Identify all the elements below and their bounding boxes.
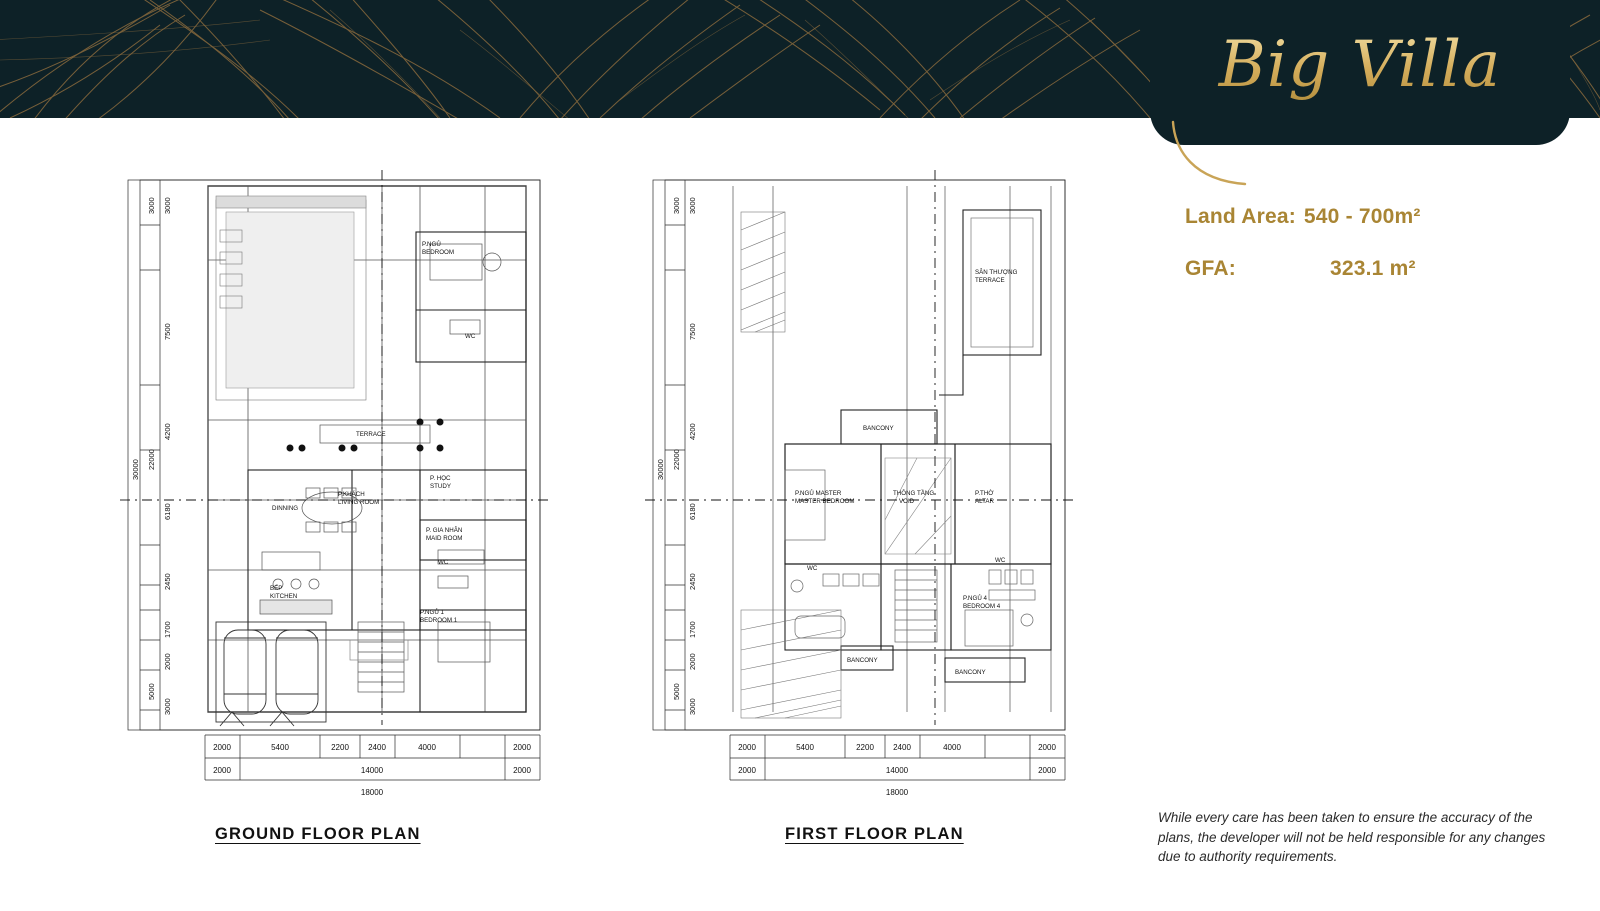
svg-text:WC: WC — [438, 559, 449, 566]
svg-text:MAID ROOM: MAID ROOM — [426, 535, 463, 542]
svg-text:4000: 4000 — [418, 743, 436, 752]
svg-text:4200: 4200 — [688, 423, 697, 440]
svg-text:P.NGỦ: P.NGỦ — [422, 241, 441, 248]
gfa-value: 323.1 m² — [1330, 257, 1416, 280]
svg-text:P.NGỦ MASTER: P.NGỦ MASTER — [795, 490, 842, 497]
svg-text:BANCONY: BANCONY — [847, 657, 878, 664]
svg-text:3000: 3000 — [688, 197, 697, 214]
ground-floor-drawing — [120, 170, 550, 810]
svg-text:WC: WC — [465, 333, 476, 340]
svg-text:SÂN THƯỢNG: SÂN THƯỢNG — [975, 269, 1018, 276]
gfa-row — [1185, 257, 1575, 281]
svg-text:5400: 5400 — [796, 743, 814, 752]
svg-text:22000: 22000 — [672, 449, 681, 470]
svg-text:14000: 14000 — [885, 766, 909, 775]
svg-text:BEDROOM 4: BEDROOM 4 — [963, 603, 1001, 610]
svg-text:LIVING ROOM: LIVING ROOM — [338, 499, 380, 506]
svg-text:18000: 18000 — [885, 788, 909, 797]
svg-text:2450: 2450 — [163, 573, 172, 590]
svg-text:TERRACE: TERRACE — [356, 431, 386, 438]
svg-text:STUDY: STUDY — [430, 483, 451, 490]
svg-text:2000: 2000 — [213, 766, 231, 775]
svg-text:2000: 2000 — [738, 766, 756, 775]
svg-text:TERRACE: TERRACE — [975, 277, 1005, 284]
svg-text:18000: 18000 — [360, 788, 384, 797]
brand-swash-icon — [1165, 120, 1285, 200]
svg-text:ALTAR: ALTAR — [975, 498, 995, 505]
first-floor-caption: FIRST FLOOR PLAN — [785, 825, 964, 843]
svg-text:BANCONY: BANCONY — [863, 425, 894, 432]
svg-text:2400: 2400 — [368, 743, 386, 752]
svg-text:30000: 30000 — [656, 459, 665, 480]
land-area-row — [1185, 205, 1575, 229]
svg-text:2000: 2000 — [163, 653, 172, 670]
svg-text:3000: 3000 — [672, 197, 681, 214]
svg-text:5000: 5000 — [672, 683, 681, 700]
svg-text:2200: 2200 — [331, 743, 349, 752]
svg-text:P.NGỦ 1: P.NGỦ 1 — [420, 609, 444, 616]
svg-text:5400: 5400 — [271, 743, 289, 752]
svg-text:BẾP: BẾP — [270, 585, 283, 592]
svg-text:BEDROOM 1: BEDROOM 1 — [420, 617, 458, 624]
first-floor-plan — [645, 170, 1075, 843]
svg-text:22000: 22000 — [147, 449, 156, 470]
svg-text:WC: WC — [995, 557, 1006, 564]
svg-text:4000: 4000 — [943, 743, 961, 752]
svg-text:7500: 7500 — [688, 323, 697, 340]
svg-text:2000: 2000 — [1038, 766, 1056, 775]
svg-text:1700: 1700 — [163, 621, 172, 638]
svg-text:KITCHEN: KITCHEN — [270, 593, 298, 600]
svg-text:P.NGỦ 4: P.NGỦ 4 — [963, 595, 987, 602]
svg-text:2000: 2000 — [213, 743, 231, 752]
svg-text:2000: 2000 — [738, 743, 756, 752]
svg-text:MASTER BEDROOM: MASTER BEDROOM — [795, 498, 855, 505]
info-block — [1185, 205, 1575, 309]
svg-text:BEDROOM: BEDROOM — [422, 249, 454, 256]
svg-text:2450: 2450 — [688, 573, 697, 590]
svg-text:VOID: VOID — [899, 498, 915, 505]
svg-text:5000: 5000 — [147, 683, 156, 700]
svg-text:P. GIA NHÂN: P. GIA NHÂN — [426, 527, 463, 534]
svg-text:P.KHÁCH: P.KHÁCH — [338, 491, 365, 498]
ground-floor-plan — [120, 170, 550, 843]
land-area-value: 540 - 700m² — [1303, 205, 1421, 228]
svg-text:3000: 3000 — [163, 197, 172, 214]
svg-text:2000: 2000 — [513, 766, 531, 775]
svg-text:7500: 7500 — [163, 323, 172, 340]
brand-title: Big Villa — [1150, 28, 1570, 102]
svg-text:THÔNG TẦNG: THÔNG TẦNG — [893, 490, 935, 497]
svg-text:DINNING: DINNING — [272, 505, 299, 512]
disclaimer-text: While every care has been taken to ensure the accuracy of the plans, the developer will not be held responsible for any changes due to authority requirements. — [1158, 810, 1546, 865]
svg-text:30000: 30000 — [131, 459, 140, 480]
svg-text:3000: 3000 — [688, 698, 697, 715]
svg-text:P.THỜ: P.THỜ — [975, 490, 994, 497]
svg-text:2200: 2200 — [856, 743, 874, 752]
svg-text:6180: 6180 — [163, 503, 172, 520]
ground-floor-caption: GROUND FLOOR PLAN — [215, 825, 421, 843]
svg-text:2000: 2000 — [513, 743, 531, 752]
svg-text:1700: 1700 — [688, 621, 697, 638]
land-area-label: Land Area: — [1185, 205, 1296, 228]
svg-text:3000: 3000 — [147, 197, 156, 214]
gfa-label: GFA: — [1185, 257, 1236, 280]
svg-text:2000: 2000 — [688, 653, 697, 670]
svg-text:P. HỌC: P. HỌC — [430, 475, 451, 482]
svg-text:BANCONY: BANCONY — [955, 669, 986, 676]
svg-text:6180: 6180 — [688, 503, 697, 520]
first-floor-drawing — [645, 170, 1075, 810]
svg-text:WC: WC — [807, 565, 818, 572]
svg-text:3000: 3000 — [163, 698, 172, 715]
svg-text:2400: 2400 — [893, 743, 911, 752]
svg-text:4200: 4200 — [163, 423, 172, 440]
svg-text:14000: 14000 — [360, 766, 384, 775]
svg-text:2000: 2000 — [1038, 743, 1056, 752]
